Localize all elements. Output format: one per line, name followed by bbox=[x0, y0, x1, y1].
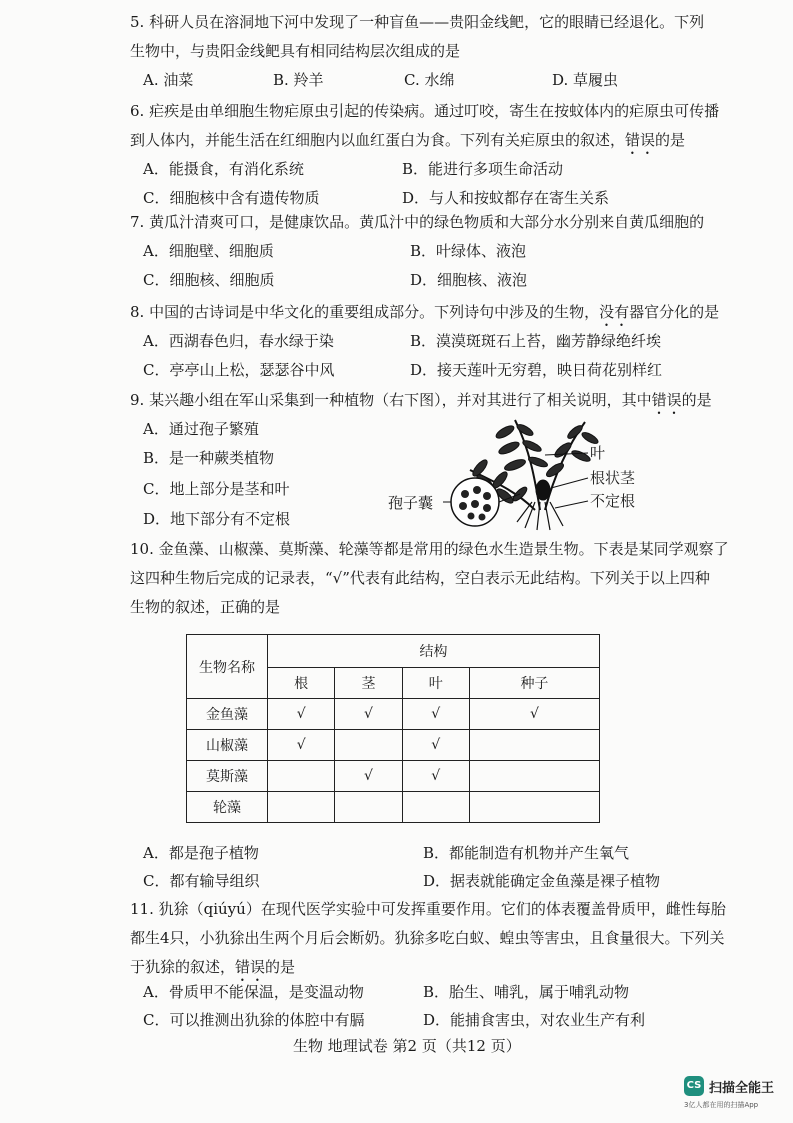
fern-label-root: 不定根 bbox=[590, 492, 636, 510]
q11-stem-line2: 都生4只，小犰狳出生两个月后会断奶。犰狳多吃白蚁、蝗虫等害虫，且食量很大。下列关 bbox=[130, 929, 725, 947]
cell bbox=[469, 761, 599, 792]
fern-label-sporangium: 孢子囊 bbox=[388, 494, 434, 512]
q9-option-c: C．地上部分是茎和叶 bbox=[143, 480, 290, 498]
cell: √ bbox=[268, 730, 335, 761]
q11-option-c: C．可以推测出犰狳的体腔中有膈 bbox=[143, 1011, 365, 1029]
q6-option-c: C．细胞核中含有遗传物质 bbox=[143, 189, 320, 207]
cell bbox=[402, 792, 469, 823]
q7-option-d: D．细胞核、液泡 bbox=[410, 271, 528, 289]
q6-option-d: D．与人和按蚊都存在寄生关系 bbox=[402, 189, 610, 207]
q10-option-d: D．据表就能确定金鱼藻是裸子植物 bbox=[423, 872, 661, 890]
q6-stem-line1: 6. 疟疾是由单细胞生物疟原虫引起的传染病。通过叮咬，寄生在按蚊体内的疟原虫可传播 bbox=[130, 102, 720, 120]
cell bbox=[335, 730, 402, 761]
q7-option-a: A．细胞壁、细胞质 bbox=[143, 242, 274, 260]
cell: √ bbox=[335, 699, 402, 730]
table-col-root: 根 bbox=[268, 668, 335, 699]
page-footer: 生物 地理试卷 第2 页（共12 页） bbox=[293, 1037, 521, 1055]
cell: √ bbox=[469, 699, 599, 730]
q9-option-a: A．通过孢子繁殖 bbox=[143, 420, 259, 438]
q9-option-b: B．是一种蕨类植物 bbox=[143, 449, 275, 467]
table-row bbox=[187, 699, 600, 730]
q8-stem-line1: 8. 中国的古诗词是中华文化的重要组成部分。下列诗句中涉及的生物，没有器官分化的是 bbox=[130, 303, 720, 321]
q11-stem-line3: 于犰狳的叙述，错误的是 bbox=[130, 958, 296, 976]
table-col-stem: 茎 bbox=[335, 668, 402, 699]
q5-option-d: D. 草履虫 bbox=[552, 71, 619, 89]
table-col-leaf: 叶 bbox=[402, 668, 469, 699]
cell: √ bbox=[402, 761, 469, 792]
q10-record-table bbox=[186, 634, 600, 823]
cell: √ bbox=[402, 699, 469, 730]
cell bbox=[268, 792, 335, 823]
q11-stem-line1: 11. 犰狳（qiúyú）在现代医学实验中可发挥重要作用。它们的体表覆盖骨质甲，雌性每胎 bbox=[130, 900, 726, 918]
watermark-name: 扫描全能王 bbox=[709, 1081, 775, 1096]
q10-option-b: B．都能制造有机物并产生氧气 bbox=[423, 844, 630, 862]
row-name: 莫斯藻 bbox=[187, 761, 268, 792]
row-name: 金鱼藻 bbox=[187, 699, 268, 730]
table-row bbox=[187, 730, 600, 761]
table-row bbox=[187, 761, 600, 792]
cell bbox=[335, 792, 402, 823]
cell: √ bbox=[335, 761, 402, 792]
q11-option-d: D．能捕食害虫，对农业生产有利 bbox=[423, 1011, 646, 1029]
q11-option-b: B．胎生、哺乳，属于哺乳动物 bbox=[423, 983, 630, 1001]
q9-option-d: D．地下部分有不定根 bbox=[143, 510, 291, 528]
q6-stem-line2: 到人体内，并能生活在红细胞内以血红蛋白为食。下列有关疟原虫的叙述，错误的是 bbox=[130, 131, 686, 149]
watermark-subtitle: 3亿人都在用的扫描App bbox=[684, 1101, 759, 1109]
table-row bbox=[187, 792, 600, 823]
row-name: 轮藻 bbox=[187, 792, 268, 823]
fern-label-leaf: 叶 bbox=[590, 444, 606, 462]
cell: √ bbox=[268, 699, 335, 730]
q8-option-c: C．亭亭山上松，瑟瑟谷中风 bbox=[143, 361, 335, 379]
cell bbox=[469, 792, 599, 823]
fern-label-rhizome: 根状茎 bbox=[590, 469, 636, 487]
table-header-name: 生物名称 bbox=[187, 635, 268, 699]
table-header-structure: 结构 bbox=[268, 635, 600, 668]
q7-option-c: C．细胞核、细胞质 bbox=[143, 271, 275, 289]
q10-option-c: C．都有输导组织 bbox=[143, 872, 260, 890]
cell bbox=[469, 730, 599, 761]
row-name: 山椒藻 bbox=[187, 730, 268, 761]
q6-option-a: A．能摄食，有消化系统 bbox=[143, 160, 304, 178]
q5-stem-line2: 生物中，与贵阳金线鲃具有相同结构层次组成的是 bbox=[130, 42, 461, 60]
cell: √ bbox=[402, 730, 469, 761]
q10-stem-line2: 这四种生物后完成的记录表，“√”代表有此结构，空白表示无此结构。下列关于以上四种 bbox=[130, 569, 710, 587]
q7-option-b: B．叶绿体、液泡 bbox=[410, 242, 527, 260]
cell bbox=[268, 761, 335, 792]
q8-option-b: B．漠漠斑斑石上苔，幽芳静绿绝纤埃 bbox=[410, 332, 662, 350]
camscanner-logo-icon: CS bbox=[684, 1076, 704, 1096]
q10-stem-line3: 生物的叙述，正确的是 bbox=[130, 598, 281, 616]
q5-option-c: C. 水绵 bbox=[404, 71, 455, 89]
q6-option-b: B．能进行多项生命活动 bbox=[402, 160, 564, 178]
q5-option-a: A. 油菜 bbox=[143, 71, 194, 89]
q9-stem-line1: 9. 某兴趣小组在军山采集到一种植物（右下图），并对其进行了相关说明，其中错误的是 bbox=[130, 391, 712, 409]
q10-option-a: A．都是孢子植物 bbox=[143, 844, 259, 862]
q8-option-a: A．西湖春色归，春水绿于染 bbox=[143, 332, 334, 350]
q5-stem-line1: 5. 科研人员在溶洞地下河中发现了一种盲鱼——贵阳金线鲃，它的眼睛已经退化。下列 bbox=[130, 13, 705, 31]
q5-option-b: B. 羚羊 bbox=[273, 71, 324, 89]
q8-option-d: D．接天莲叶无穷碧，映日荷花别样红 bbox=[410, 361, 663, 379]
q10-stem-line1: 10. 金鱼藻、山椒藻、莫斯藻、轮藻等都是常用的绿色水生造景生物。下表是某同学观察了 bbox=[130, 540, 729, 558]
table-col-seed: 种子 bbox=[469, 668, 599, 699]
q7-stem-line1: 7. 黄瓜汁清爽可口，是健康饮品。黄瓜汁中的绿色物质和大部分水分别来自黄瓜细胞的 bbox=[130, 213, 705, 231]
q11-option-a: A．骨质甲不能保温，是变温动物 bbox=[143, 983, 364, 1001]
